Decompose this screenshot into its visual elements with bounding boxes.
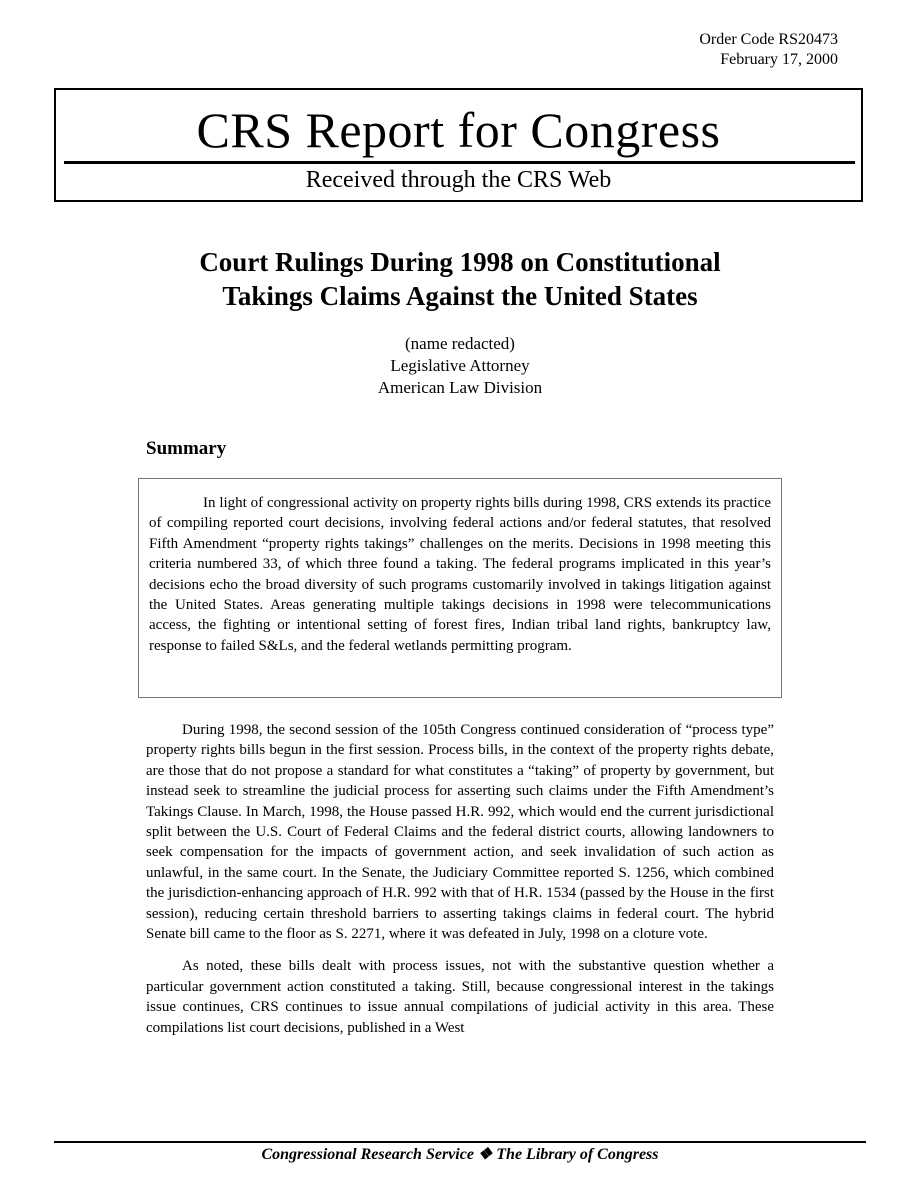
order-info — [699, 30, 838, 70]
body-text — [146, 720, 774, 1050]
author-block — [0, 333, 920, 399]
summary-text: In light of congressional activity on property rights bills during 1998, CRS extends its practice of compiling reported court decisions, involving federal actions and/or federal statutes, that resolved Fifth Amendment “property rights takings” challenges on the merits. Decisions in 1998 meeting this criteria numbered 33, of which three found a taking. The federal programs implicated in this year’s decisions echo the broad diversity of such programs customarily involved in takings litigation against the United States. Areas generating multiple takings decisions in 1998 were telecommunications access, the fighting or intentional setting of forest fires, Indian tribal land rights, bankruptcy law, response to failed S&Ls, and the federal wetlands permitting program. — [149, 495, 771, 654]
author-name: (name redacted) — [405, 334, 515, 353]
author-title: Legislative Attorney — [390, 356, 530, 375]
document-title — [120, 245, 800, 313]
body-paragraph: During 1998, the second session of the 105th Congress continued consideration of “process type” property rights bills begun in the first session. Process bills, in the context of the property rights debate, are those that do not propose a standard for what constitutes a “taking” of property by government, but instead seek to streamline the judicial process for asserting such claims under the Fifth Amendment’s Takings Clause. In March, 1998, the House passed H.R. 992, which would end the current jurisdictional split between the U.S. Court of Federal Claims and the federal district courts, allowing landowners to seek compensation for the impacts of government action, and seek invalidation of such action as unlawful, in the same court. In the Senate, the Judiciary Committee reported S. 1256, which combined the jurisdiction-enhancing approach of H.R. 992 with that of H.R. 1534 (passed by the House in the first session), reducing certain threshold barriers to asserting takings claims in federal court. The hybrid Senate bill came to the floor as S. 2271, where it was defeated in July, 1998 on a cloture vote. — [146, 722, 774, 943]
body-paragraph: As noted, these bills dealt with process issues, not with the substantive question whether a particular government action constituted a taking. Still, because congressional interest in the takings issue continues, CRS continues to issue annual compilations of judicial activity in this area. These compilations list court decisions, published in a West — [146, 958, 774, 1036]
summary-box — [138, 478, 782, 698]
footer-rule — [54, 1141, 866, 1143]
footer-text: Congressional Research Service ❖ The Library of Congress — [261, 1146, 659, 1163]
summary-heading: Summary — [146, 438, 227, 459]
banner-title: CRS Report for Congress — [196, 102, 721, 158]
report-date: February 17, 2000 — [720, 51, 838, 68]
order-code: Order Code RS20473 — [699, 31, 838, 48]
document-title-line1: Court Rulings During 1998 on Constitutional — [199, 247, 721, 277]
banner-subtitle: Received through the CRS Web — [305, 167, 612, 193]
banner-rule — [64, 161, 855, 164]
author-division: American Law Division — [377, 378, 543, 397]
document-title-line2: Takings Claims Against the United States — [222, 281, 698, 311]
report-banner — [54, 88, 863, 202]
